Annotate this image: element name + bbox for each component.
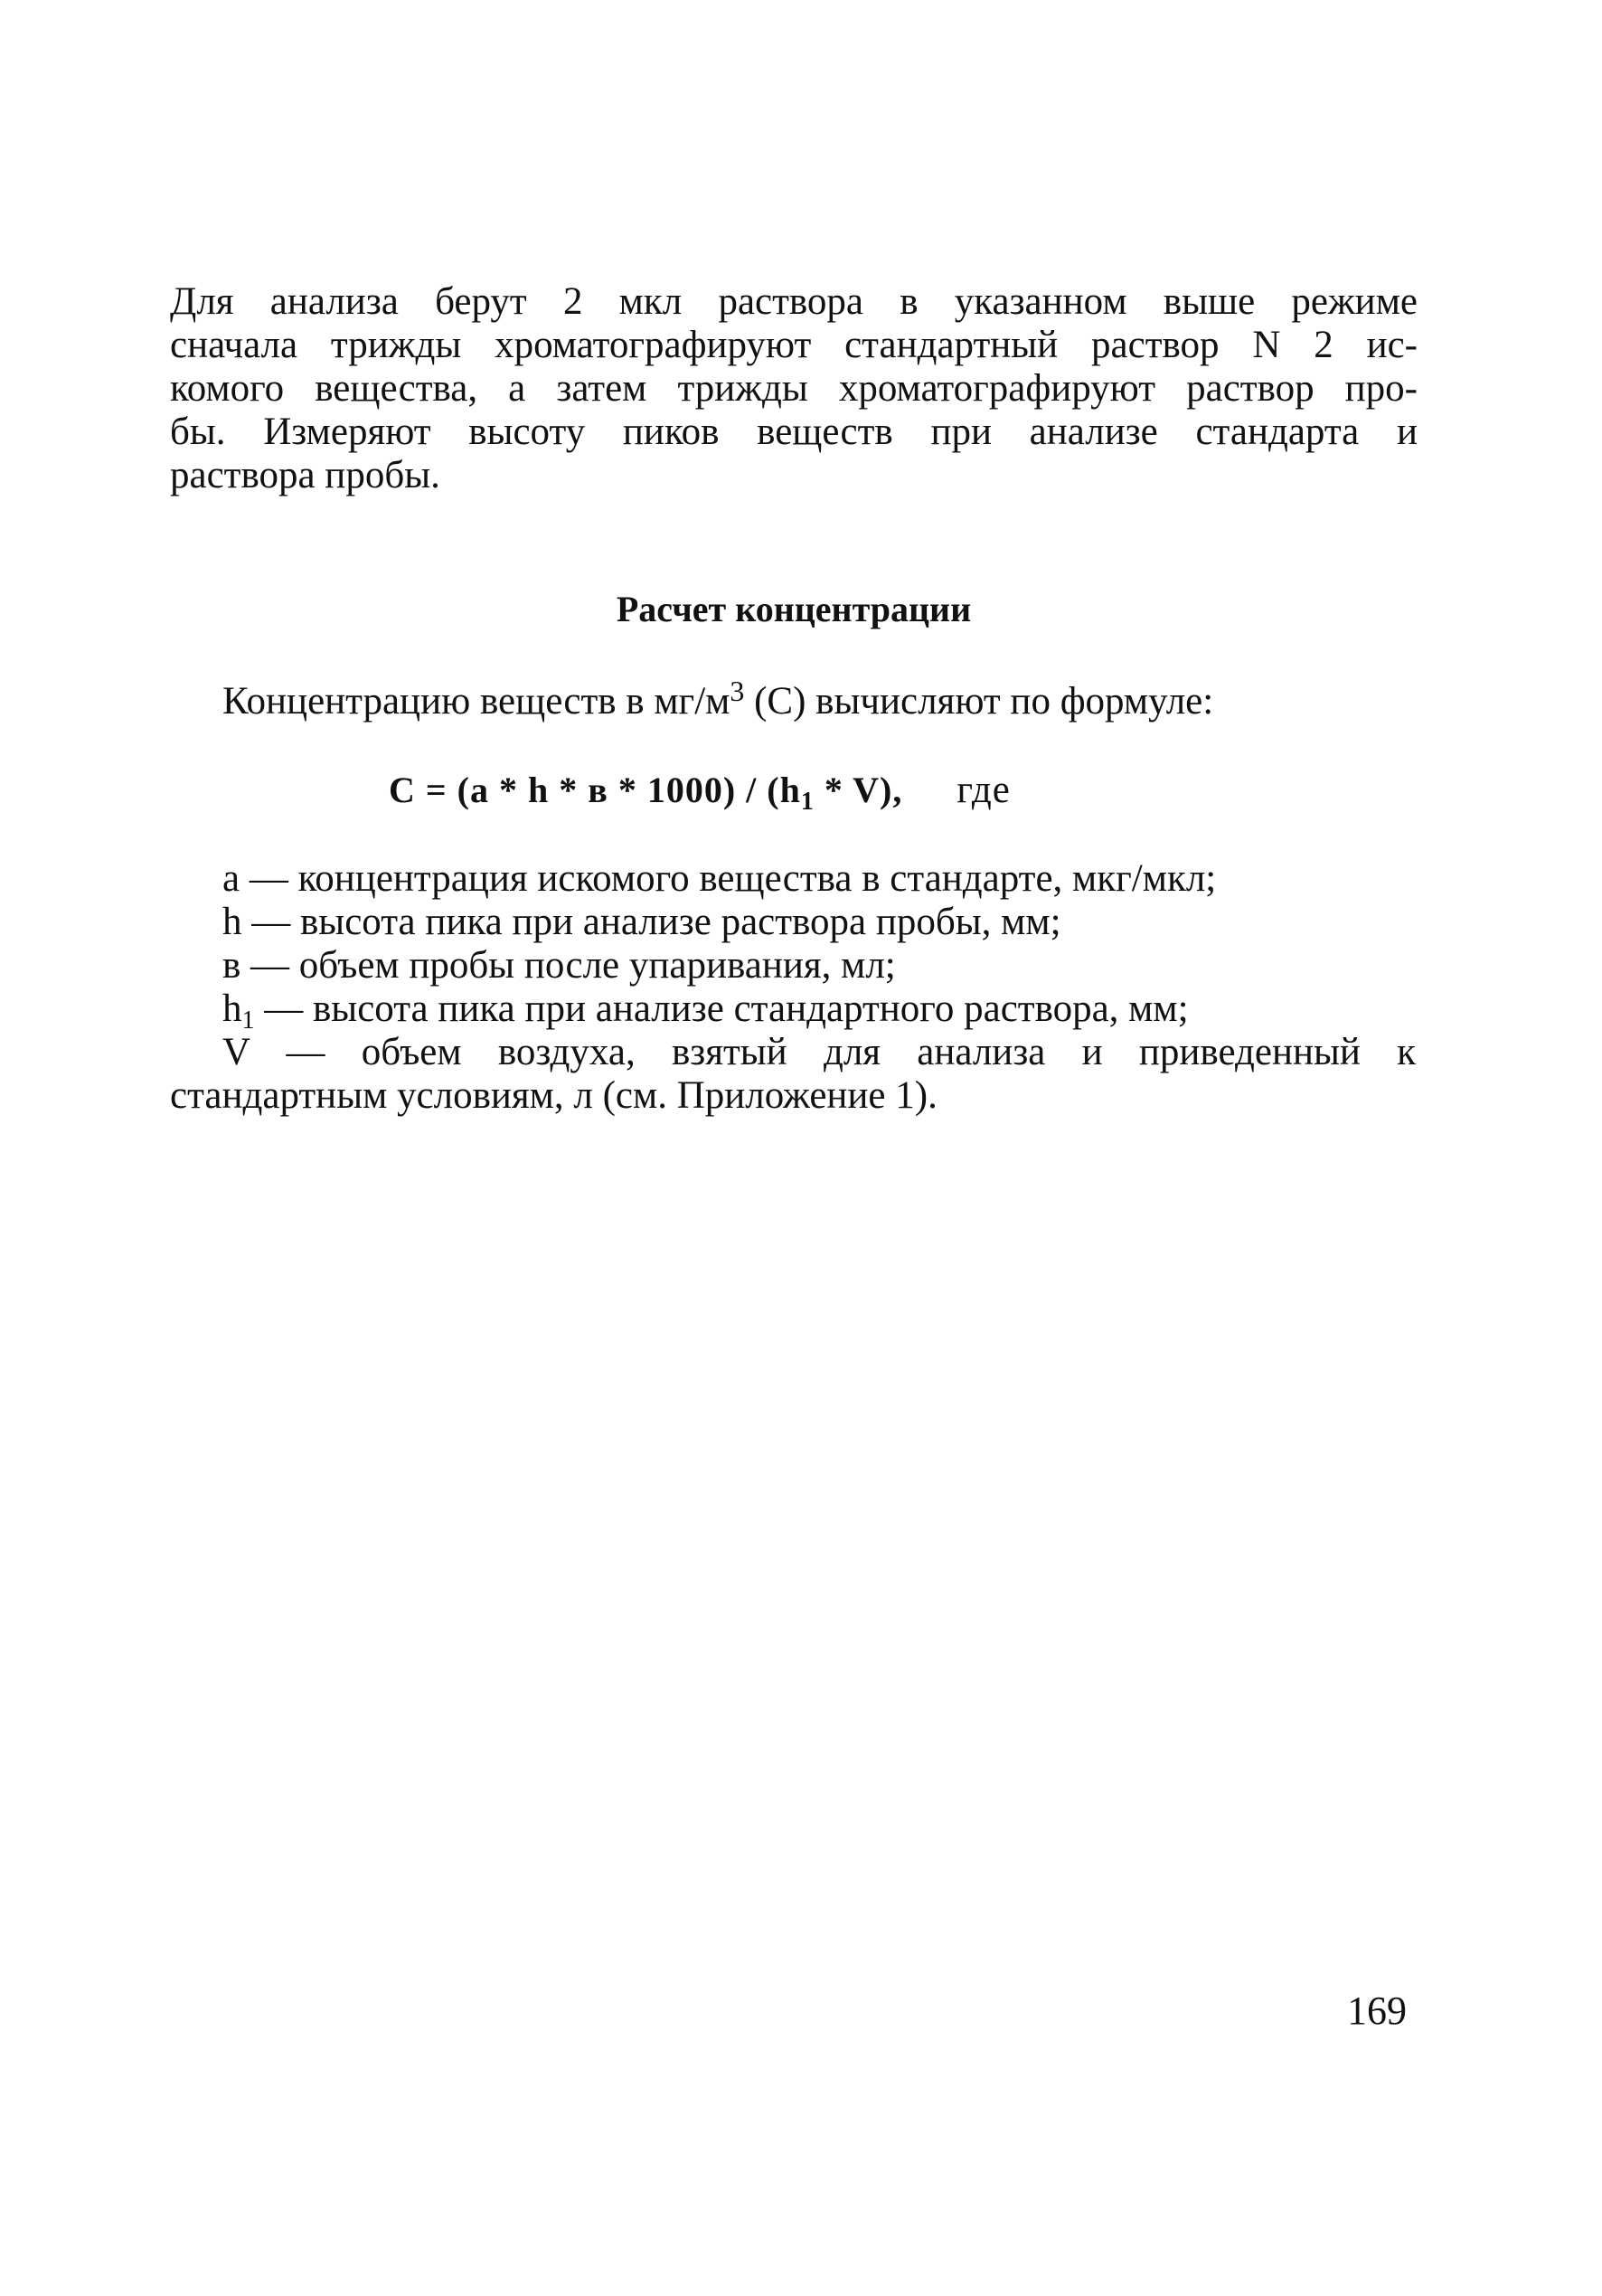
- paragraph-line-4: бы. Измеряют высоту пиков веществ при анализе стандарта и: [170, 411, 1418, 453]
- definition-v: в — объем пробы после упаривания, мл;: [222, 944, 896, 987]
- definition-V-line-2: стандартным условиям, л (см. Приложение 1).: [170, 1074, 938, 1117]
- formula-where: где: [956, 769, 1011, 811]
- definition-h: h — высота пика при анализе раствора пробы, мм;: [222, 901, 1061, 943]
- definition-h1-symbol: h: [222, 987, 242, 1030]
- paragraph-line-1: Для анализа берут 2 мкл раствора в указанном выше режиме: [170, 280, 1418, 323]
- definition-h1: [222, 987, 1416, 1035]
- paragraph-line-2: сначала трижды хроматографируют стандартный раствор N 2 ис-: [170, 324, 1418, 366]
- definition-a: а — концентрация искомого вещества в стандарте, мкг/мкл;: [222, 857, 1217, 900]
- formula-intro-text: Концентрацию веществ в мг/м: [222, 680, 730, 723]
- formula-tail: * V),: [814, 770, 903, 810]
- formula-intro: [222, 675, 1470, 723]
- cubic-superscript: 3: [730, 675, 745, 707]
- page-number: 169: [1347, 1989, 1407, 2033]
- definition-h1-subscript: 1: [241, 1006, 255, 1035]
- formula-intro-text-end: (С) вычисляют по формуле:: [744, 680, 1214, 723]
- formula-subscript: 1: [800, 788, 815, 816]
- paragraph-line-5: раствора пробы.: [170, 454, 440, 496]
- section-heading: Расчет концентрации: [616, 589, 972, 629]
- formula-main: С = (а * h * в * 1000) / (h: [389, 770, 801, 810]
- concentration-formula: [389, 769, 1011, 816]
- paragraph-line-3: комого вещества, а затем трижды хроматографируют раствор про-: [170, 367, 1418, 410]
- definition-h1-text: — высота пика при анализе стандартного раствора, мм;: [254, 987, 1189, 1030]
- definition-V-line-1: V — объем воздуха, взятый для анализа и приведенный к: [222, 1031, 1416, 1073]
